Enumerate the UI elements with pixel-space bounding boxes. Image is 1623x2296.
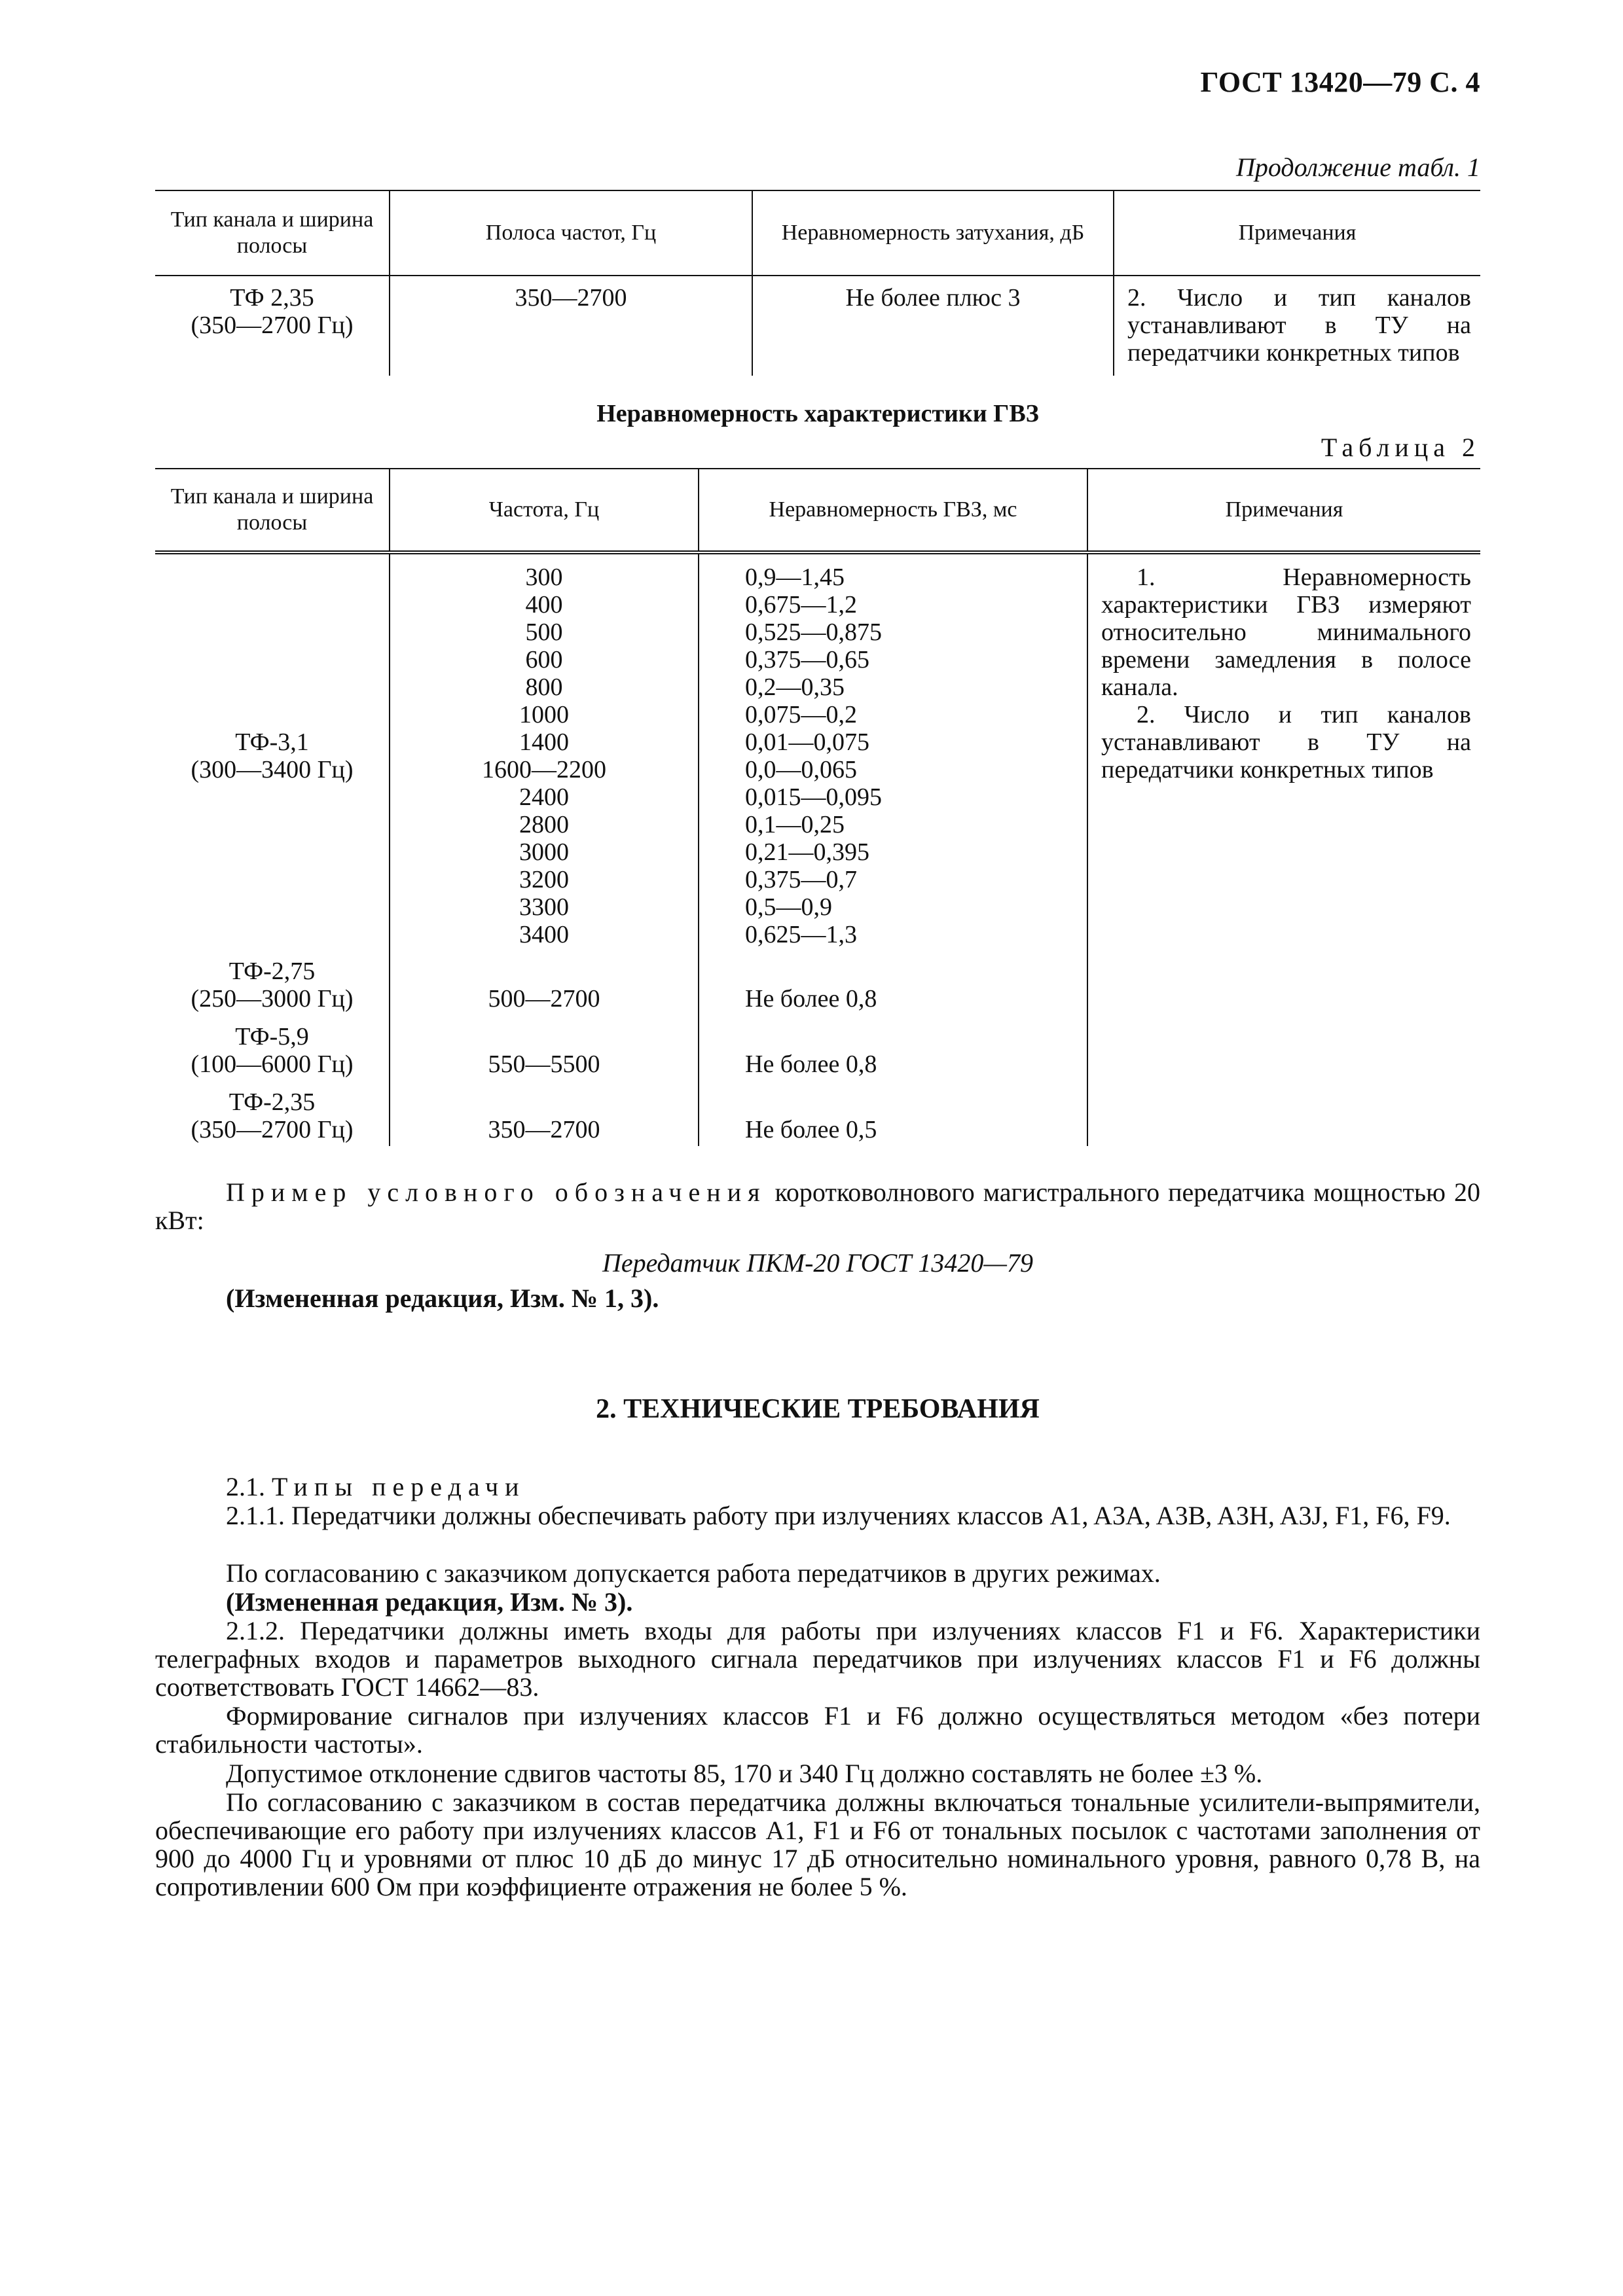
t2-row-gvz: Не более 0,5: [699, 1078, 1087, 1146]
gvz-value: 0,375—0,7: [745, 866, 857, 893]
t1-channel-range: (350—2700 Гц): [191, 312, 354, 339]
t2-col-frequency: Частота, Гц: [390, 469, 699, 552]
t1-cell-attenuation: Не более плюс 3: [752, 276, 1114, 376]
paragraph-agreement: По согласованию с заказчиком допускается работа передатчиков в других режимах.: [226, 1558, 1161, 1588]
t2-group1-frequencies: [390, 552, 699, 948]
gvz-value: 0,075—0,2: [745, 701, 857, 728]
subsection-number: 2.1.: [226, 1472, 265, 1501]
gvz-value: 0,5—0,9: [745, 893, 832, 921]
t2-row-band: 550—5500: [390, 1013, 699, 1078]
t2-note-1: 1. Неравномерность характеристики ГВЗ измеряют относительно минимального времени замедления в полосе канала.: [1101, 564, 1471, 701]
t1-channel-type: ТФ 2,35: [230, 284, 314, 312]
gvz-value: 0,675—1,2: [745, 591, 857, 619]
freq-value: 600: [525, 646, 563, 673]
subsection-title: Типы передачи: [272, 1472, 526, 1501]
t2-row-channel-type: ТФ-2,35: [228, 1088, 316, 1116]
freq-value: 400: [525, 591, 563, 619]
freq-value: 1400: [519, 728, 569, 756]
example-revision: (Измененная редакция, Изм. № 1, 3).: [226, 1283, 659, 1313]
gvz-value: 0,525—0,875: [745, 619, 882, 646]
t2-row-channel-range: (250—3000 Гц): [191, 985, 354, 1013]
freq-value: 1000: [519, 701, 569, 728]
t2-row-channel-range: (350—2700 Гц): [191, 1116, 354, 1143]
freq-value: 3400: [519, 921, 569, 948]
subsection-2-1: [155, 1473, 1480, 1501]
example-designation: Передатчик ПКМ-20 ГОСТ 13420—79: [602, 1248, 1033, 1278]
gvz-value: 0,625—1,3: [745, 921, 857, 948]
page-header: ГОСТ 13420—79 С. 4: [1200, 66, 1480, 98]
t2-row-channel: [155, 1013, 390, 1078]
example-paragraph: [155, 1178, 1480, 1234]
t1-col-channel: Тип канала и ширина полосы: [155, 190, 390, 276]
t2-notes: [1087, 552, 1480, 1146]
table-2: [155, 468, 1480, 1146]
paragraph-amplifiers: По согласованию с заказчиком в состав передатчика должны включаться тональные усилители-выпрямители, обеспечивающие его работу при излучениях классов A1, F1 и F6 от тональных посылок с частотами заполнения от 900 до 4000 Гц и уровнями от плюс 10 дБ до минус 17 дБ относительно номинального уровня, равного 0,78 В, на сопротивлении 600 Ом при коэффициенте отражения не более 5 %.: [155, 1787, 1480, 1901]
table-2-title: Неравномерность характеристики ГВЗ: [596, 400, 1039, 427]
paragraph-deviation: Допустимое отклонение сдвигов частоты 85, 170 и 340 Гц должно составлять не более ±3 %.: [226, 1759, 1263, 1788]
section-revision: (Измененная редакция, Изм. № 3).: [226, 1587, 633, 1617]
gvz-value: 0,9—1,45: [745, 564, 845, 591]
t2-row-band: 500—2700: [390, 948, 699, 1013]
t1-cell-band: 350—2700: [390, 276, 752, 376]
example-rest: коротковолнового магистрального передатчика мощностью 20 кВт:: [155, 1177, 1481, 1235]
gvz-value: 0,0—0,065: [745, 756, 857, 783]
t2-group1-channel: [155, 552, 390, 948]
t2-col-gvz: Неравномерность ГВЗ, мс: [699, 469, 1087, 552]
freq-value: 500: [525, 619, 563, 646]
freq-value: 2800: [519, 811, 569, 838]
t2-group1-channel-type: ТФ-3,1: [235, 728, 309, 756]
example-lead: Пример условного обозначения: [226, 1177, 767, 1207]
t2-col-notes: Примечания: [1087, 469, 1480, 552]
t2-row-channel-type: ТФ-5,9: [235, 1023, 309, 1050]
t1-col-notes: Примечания: [1114, 190, 1480, 276]
t2-row-gvz: Не более 0,8: [699, 948, 1087, 1013]
t2-row-channel: [155, 1078, 390, 1146]
freq-value: 3000: [519, 838, 569, 866]
paragraph-formation: Формирование сигналов при излучениях классов F1 и F6 должно осуществляться методом «без потери стабильности частоты».: [155, 1701, 1480, 1759]
t2-row-channel-type: ТФ-2,75: [228, 958, 316, 985]
gvz-value: 0,1—0,25: [745, 811, 845, 838]
freq-value: 1600—2200: [482, 756, 606, 783]
gvz-value: 0,375—0,65: [745, 646, 869, 673]
table-1-continuation: [155, 190, 1480, 376]
t1-col-attenuation: Неравномерность затухания, дБ: [752, 190, 1114, 276]
freq-value: 2400: [519, 783, 569, 811]
gvz-value: 0,015—0,095: [745, 783, 882, 811]
freq-value: 3300: [519, 893, 569, 921]
gvz-value: 0,01—0,075: [745, 728, 869, 756]
t1-cell-note: 2. Число и тип каналов устанавливают в ТУ на передатчики конкретных типов: [1114, 276, 1480, 376]
t2-row-band: 350—2700: [390, 1078, 699, 1146]
freq-value: 800: [525, 673, 563, 701]
t2-row-gvz: Не более 0,8: [699, 1013, 1087, 1078]
t1-col-band: Полоса частот, Гц: [390, 190, 752, 276]
freq-value: 300: [525, 564, 563, 591]
table-continuation-label: Продолжение табл. 1: [1235, 152, 1480, 182]
t2-col-channel: Тип канала и ширина полосы: [155, 469, 390, 552]
t2-group1-channel-range: (300—3400 Гц): [191, 756, 354, 783]
t2-row-channel-range: (100—6000 Гц): [191, 1050, 354, 1078]
t1-cell-channel: [155, 276, 390, 376]
gvz-value: 0,2—0,35: [745, 673, 845, 701]
table-2-label: Таблица 2: [1321, 433, 1480, 462]
t2-note-2: 2. Число и тип каналов устанавливают в ТУ на передатчики конкретных типов: [1101, 701, 1471, 783]
paragraph-2-1-1: 2.1.1. Передатчики должны обеспечивать работу при излучениях классов A1, A3A, A3B, A3H, A3J, F1, F6, F9.: [226, 1501, 1451, 1530]
t2-row-channel: [155, 948, 390, 1013]
paragraph-2-1-2: 2.1.2. Передатчики должны иметь входы для работы при излучениях классов F1 и F6. Характеристики телеграфных входов и параметров выходного сигнала передатчиков при излучениях классов F1 и F6 должны соответствовать ГОСТ 14662—83.: [155, 1616, 1480, 1702]
gvz-value: 0,21—0,395: [745, 838, 869, 866]
freq-value: 3200: [519, 866, 569, 893]
section-2-heading: 2. ТЕХНИЧЕСКИЕ ТРЕБОВАНИЯ: [596, 1394, 1040, 1424]
t2-group1-gvz: [699, 552, 1087, 948]
